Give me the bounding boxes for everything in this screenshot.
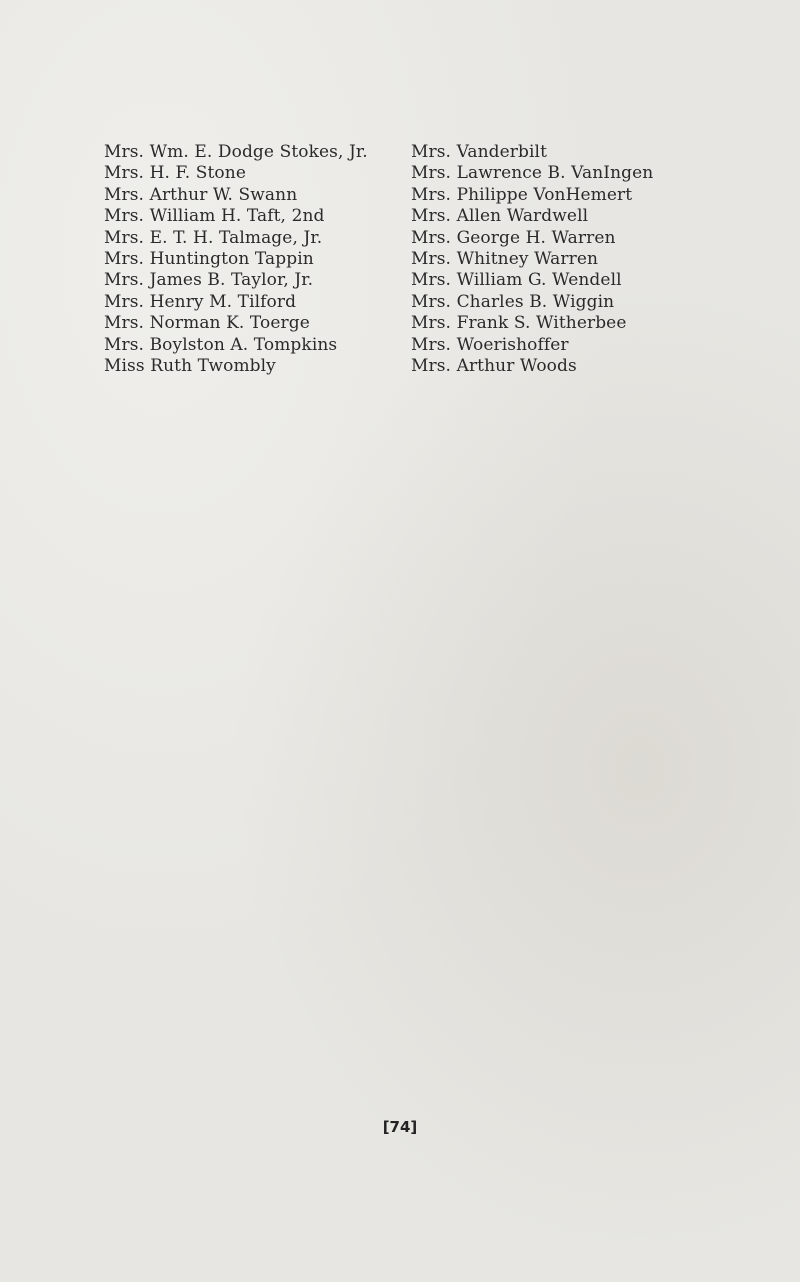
list-item: Mrs. E. T. H. Talmage, Jr. [104,227,323,248]
list-item: Mrs. Woerishoffer [411,334,569,355]
list-item: Mrs. Huntington Tappin [104,248,314,269]
list-item: Mrs. Wm. E. Dodge Stokes, Jr. [104,142,368,162]
name-list [104,142,794,377]
list-item: Miss Ruth Twombly [104,355,276,376]
right-column [411,142,794,377]
list-item: Mrs. George H. Warren [411,227,616,248]
list-item: Mrs. Lawrence B. VanIngen [411,163,654,184]
left-column [104,142,411,377]
list-item: Mrs. Arthur Woods [411,355,577,376]
list-item: Mrs. Arthur W. Swann [104,184,298,205]
list-item: Mrs. Charles B. Wiggin [411,291,615,312]
list-item: Mrs. H. F. Stone [104,163,246,184]
list-item: Mrs. Allen Wardwell [411,206,589,227]
list-item: Mrs. William G. Wendell [411,270,622,291]
page-number: [74] [382,1118,418,1136]
list-item: Mrs. Vanderbilt [411,142,548,162]
list-item: Mrs. Whitney Warren [411,248,599,269]
list-item: Mrs. Boylston A. Tompkins [104,334,338,355]
list-item: Mrs. William H. Taft, 2nd [104,206,325,227]
list-item: Mrs. Henry M. Tilford [104,291,297,312]
list-item: Mrs. Frank S. Witherbee [411,313,627,334]
list-item: Mrs. Philippe VonHemert [411,184,633,205]
list-item: Mrs. James B. Taylor, Jr. [104,270,314,291]
list-item: Mrs. Norman K. Toerge [104,313,310,334]
